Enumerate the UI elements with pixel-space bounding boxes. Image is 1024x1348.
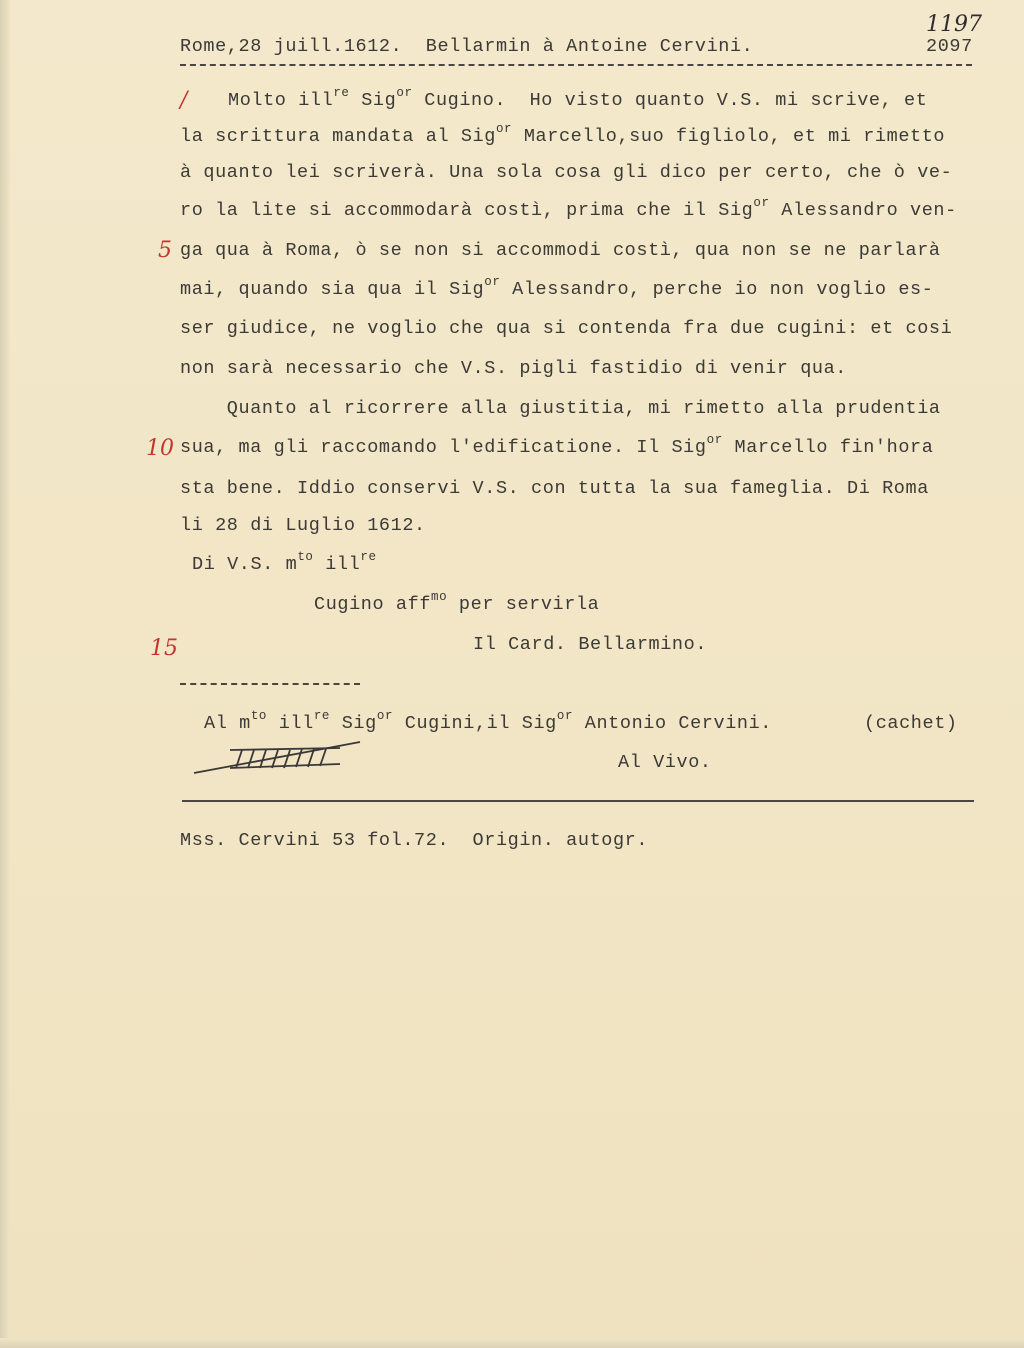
body-line-9: Quanto al ricorrere alla giustitia, mi rimetto alla prudentia [180, 398, 941, 419]
closing-salutation: Di V.S. $m^{to}$ ill$^{re}$ [192, 549, 377, 575]
hatch-mark-icon [190, 738, 366, 778]
body-line-7: ser giudice, ne voglio che qua si contenda fra due cugini: et cosi [180, 318, 953, 339]
source-reference: Mss. Cervini 53 fol.72. Origin. autogr. [180, 830, 649, 851]
header-title: Rome,28 juill.1612. Bellarmin à Antoine Cervini. [180, 36, 754, 57]
seal-note: (cachet) [864, 713, 958, 734]
body-line-11: sta bene. Iddio conservi V.S. con tutta la sua fameglia. Di Roma [180, 478, 929, 499]
body-line-1: Molto ill$^{re}$ Sig$^{or}$ Cugino. Ho visto quanto V.S. mi scrive, et [228, 85, 928, 111]
body-line-6: mai, quando sia qua il Sig$^{or}$ Alessandro, perche io non voglio es- [180, 274, 934, 300]
paper-edge-left [0, 0, 10, 1348]
body-line-5: ga qua à Roma, ò se non si accommodi costì, qua non se ne parlarà [180, 240, 941, 261]
body-line-4: ro la lite si accommodarà costì, prima che il Sig$^{or}$ Alessandro ven- [180, 195, 957, 221]
paper-edge-bottom [0, 1338, 1024, 1348]
address-line-2: Al Vivo. [618, 752, 712, 773]
margin-mark-5: 5 [158, 238, 172, 263]
closing-signature: Il Card. Bellarmino. [473, 634, 708, 655]
address-line: Al $m^{to}$ ill$^{re}$ Sig$^{or}$ Cugini,il Sig$^{or}$ Antonio Cervini. [204, 708, 773, 734]
body-line-8: non sarà necessario che V.S. pigli fastidio di venir qua. [180, 358, 848, 379]
body-line-10: sua, ma gli raccomando l'edificatione. Il Sig$^{or}$ Marcello fin'hora [180, 432, 934, 458]
margin-mark-15: 15 [150, 636, 178, 661]
typed-page-number: 2097 [926, 36, 973, 57]
footer-rule [182, 800, 974, 802]
short-rule [180, 683, 360, 685]
margin-mark-1: / [180, 88, 188, 113]
closing-signoff: Cugino aff$^{mo}$ per servirla [314, 589, 600, 615]
handwritten-page-number: 1197 [926, 12, 982, 37]
body-line-3: à quanto lei scriverà. Una sola cosa gli dico per certo, che ò ve- [180, 162, 953, 183]
body-line-2: la scrittura mandata al Sig$^{or}$ Marcello,suo figliolo, et mi rimetto [180, 121, 946, 147]
margin-mark-10: 10 [146, 436, 174, 461]
header-rule [180, 64, 972, 66]
body-line-12: li 28 di Luglio 1612. [180, 515, 426, 536]
